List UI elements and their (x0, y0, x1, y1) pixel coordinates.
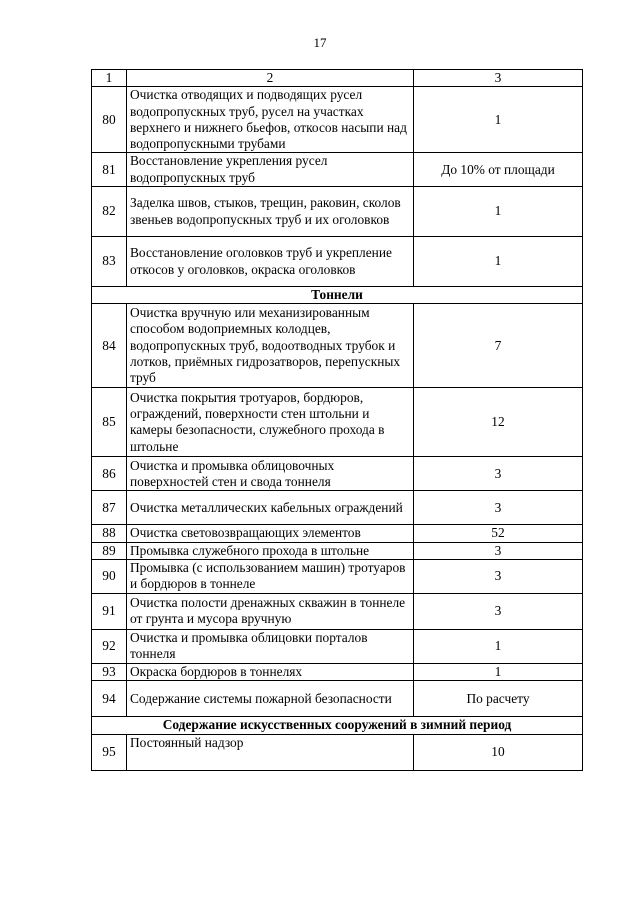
work-value: По расчету (414, 681, 583, 717)
table-row (92, 187, 583, 237)
works-table (91, 69, 583, 771)
table-row (92, 681, 583, 717)
work-value: 52 (414, 525, 583, 542)
row-number: 80 (92, 87, 127, 153)
work-description: Очистка и промывка облицовочных поверхностей стен и свода тоннеля (127, 457, 414, 491)
work-description: Очистка покрытия тротуаров, бордюров, ограждений, поверхности стен штольни и камеры безопасности, служебного прохода в штольне (127, 388, 414, 457)
work-value: 3 (414, 593, 583, 629)
row-number: 85 (92, 388, 127, 457)
row-number: 87 (92, 491, 127, 525)
table-row (92, 87, 583, 153)
work-description: Очистка металлических кабельных ограждений (127, 491, 414, 525)
work-description: Очистка полости дренажных скважин в тоннеле от грунта и мусора вручную (127, 593, 414, 629)
work-description: Очистка световозвращающих элементов (127, 525, 414, 542)
work-value: 1 (414, 187, 583, 237)
row-number: 93 (92, 663, 127, 680)
table-row (92, 457, 583, 491)
row-number: 82 (92, 187, 127, 237)
work-value: 3 (414, 559, 583, 593)
section-title: Тоннели (92, 287, 583, 304)
row-number: 83 (92, 237, 127, 287)
table-row (92, 491, 583, 525)
work-value: 3 (414, 542, 583, 559)
row-number: 95 (92, 734, 127, 770)
table-row (92, 525, 583, 542)
work-value: 1 (414, 663, 583, 680)
header-col-name: 2 (127, 70, 414, 87)
table-row (92, 542, 583, 559)
table-row (92, 237, 583, 287)
work-description: Заделка швов, стыков, трещин, раковин, сколов звеньев водопропускных труб и их оголовков (127, 187, 414, 237)
work-value: 1 (414, 237, 583, 287)
row-number: 88 (92, 525, 127, 542)
work-value: 3 (414, 457, 583, 491)
work-description: Восстановление укрепления русел водопропускных труб (127, 153, 414, 187)
work-value: 1 (414, 629, 583, 663)
table-row (92, 559, 583, 593)
row-number: 94 (92, 681, 127, 717)
work-value: 3 (414, 491, 583, 525)
row-number: 84 (92, 304, 127, 388)
work-value: До 10% от площади (414, 153, 583, 187)
work-value: 12 (414, 388, 583, 457)
table-body (92, 70, 583, 771)
row-number: 90 (92, 559, 127, 593)
work-description: Восстановление оголовков труб и укрепление откосов у оголовков, окраска оголовков (127, 237, 414, 287)
row-number: 89 (92, 542, 127, 559)
work-description: Постоянный надзор (127, 734, 414, 770)
section-title: Содержание искусственных сооружений в зимний период (92, 717, 583, 734)
work-description: Очистка вручную или механизированным способом водоприемных колодцев, водопропускных труб, водоотводных трубок и лотков, приёмных гидрозатворов, перепускных труб (127, 304, 414, 388)
row-number: 91 (92, 593, 127, 629)
work-value: 1 (414, 87, 583, 153)
row-number: 92 (92, 629, 127, 663)
row-number: 81 (92, 153, 127, 187)
work-description: Очистка и промывка облицовки порталов тоннеля (127, 629, 414, 663)
header-col-value: 3 (414, 70, 583, 87)
table-row (92, 734, 583, 770)
row-number: 86 (92, 457, 127, 491)
work-description: Окраска бордюров в тоннелях (127, 663, 414, 680)
work-description: Промывка служебного прохода в штольне (127, 542, 414, 559)
work-description: Промывка (с использованием машин) тротуаров и бордюров в тоннеле (127, 559, 414, 593)
work-description: Очистка отводящих и подводящих русел водопропускных труб, русел на участках верхнего и нижнего бьефов, откосов насыпи над водопропускными трубами (127, 87, 414, 153)
work-description: Содержание системы пожарной безопасности (127, 681, 414, 717)
section-header-row (92, 287, 583, 304)
table-row (92, 388, 583, 457)
table-row (92, 663, 583, 680)
table-header-row (92, 70, 583, 87)
work-value: 10 (414, 734, 583, 770)
table-row (92, 629, 583, 663)
table-row (92, 593, 583, 629)
header-col-number: 1 (92, 70, 127, 87)
work-value: 7 (414, 304, 583, 388)
table-row (92, 304, 583, 388)
section-header-row (92, 717, 583, 734)
table-row (92, 153, 583, 187)
page-number: 17 (313, 35, 327, 50)
